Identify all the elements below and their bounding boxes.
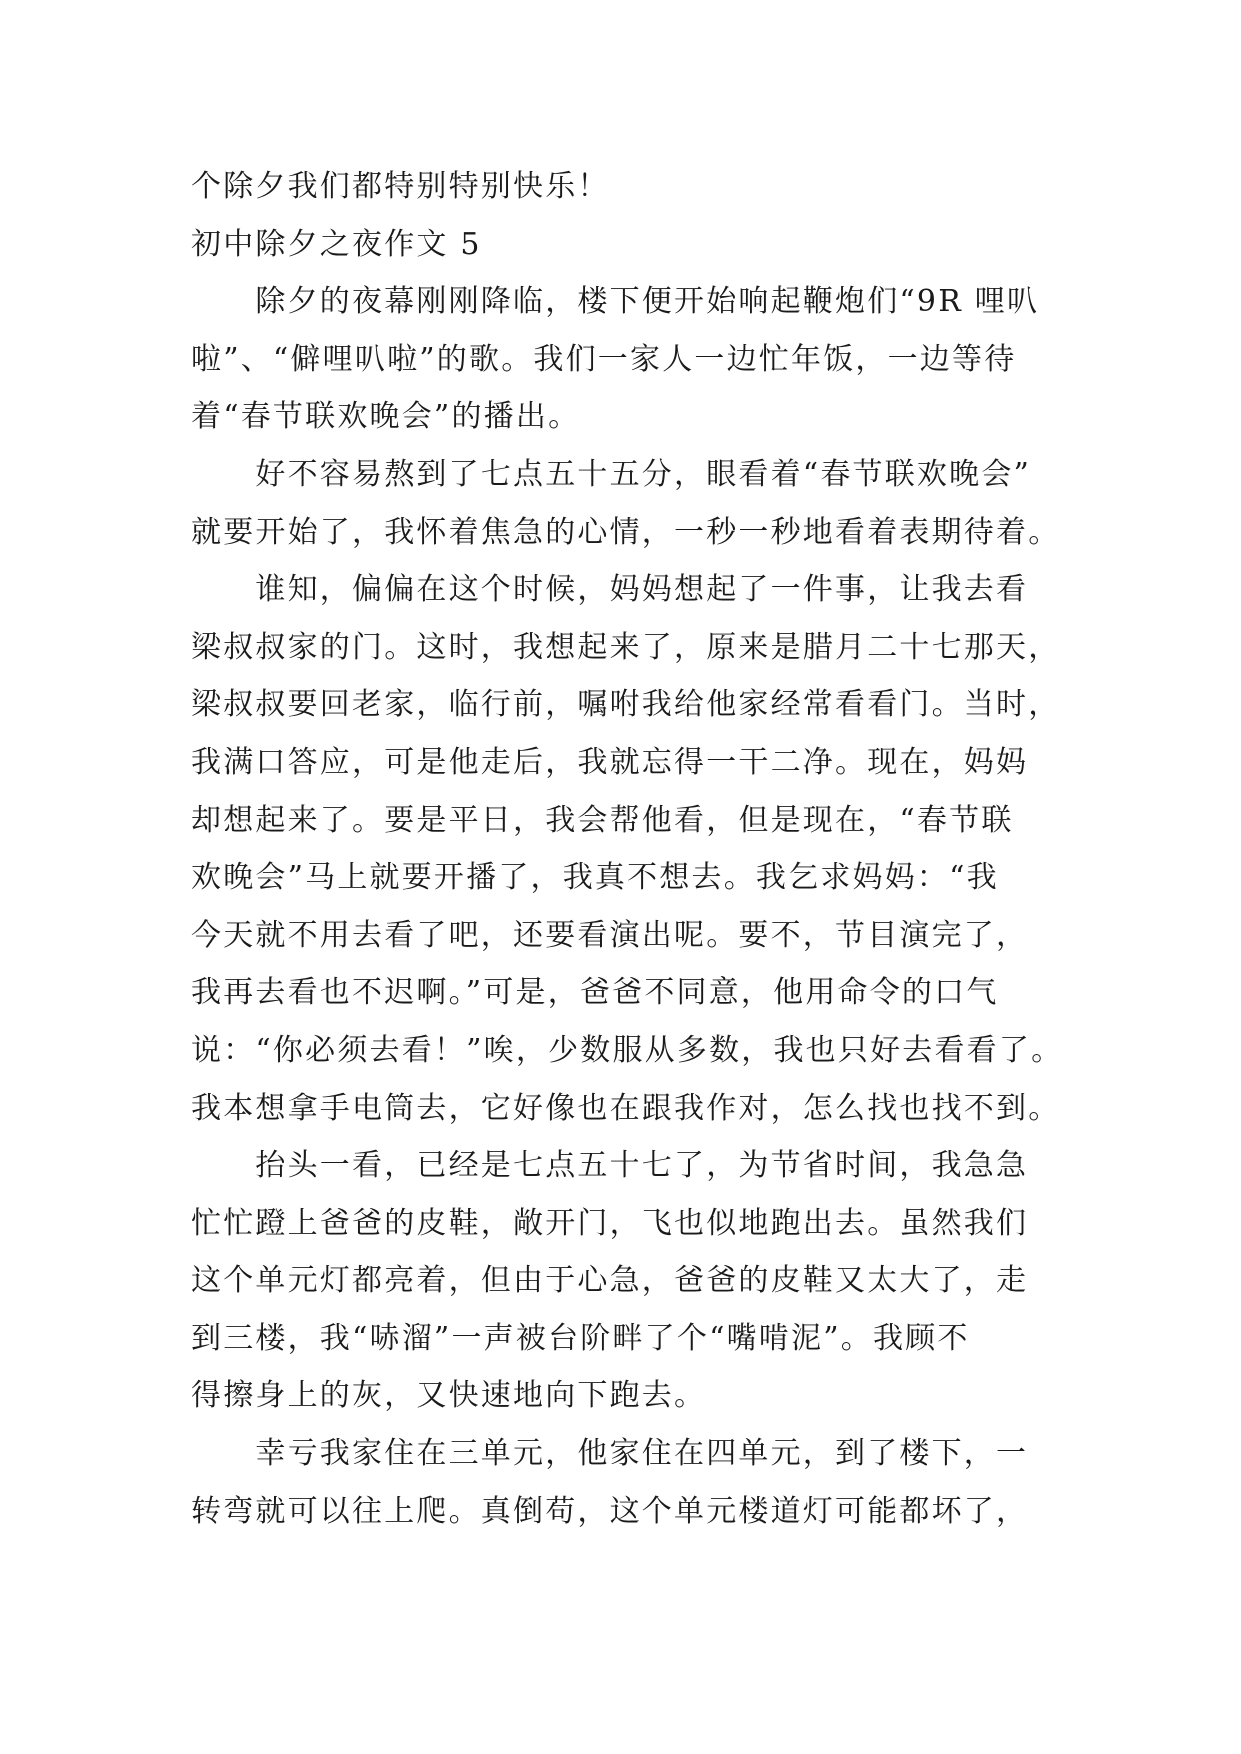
text-line: 好不容易熬到了七点五十五分，眼看着“春节联欢晚会” — [191, 456, 1032, 492]
text-line: 啦”、“僻哩叭啦”的歌。我们一家人一边忙年饭，一边等待 — [191, 341, 1017, 377]
text-line: 我再去看也不迟啊。”可是，爸爸不同意，他用命令的口气 — [191, 975, 999, 1011]
essay-text — [191, 158, 1064, 1540]
text-line: 这个单元灯都亮着，但由于心急，爸爸的皮鞋又太大了，走 — [191, 1263, 1029, 1299]
text-line: 欢晚会”马上就要开播了，我真不想去。我乞求妈妈：“我 — [191, 860, 999, 896]
text-line: 今天就不用去看了吧，还要看演出呢。要不，节目演完了， — [191, 917, 1029, 953]
text-line: 我满口答应，可是他走后，我就忘得一干二净。现在，妈妈 — [191, 744, 1029, 780]
text-line: 到三楼，我“哧溜”一声被台阶畔了个“嘴啃泥”。我顾不 — [191, 1320, 970, 1356]
text-line: 就要开始了，我怀着焦急的心情，一秒一秒地看着表期待着。 — [191, 514, 1061, 550]
text-line: 梁叔叔家的门。这时，我想起来了，原来是腊月二十七那天， — [191, 629, 1061, 665]
text-line: 忙忙蹬上爸爸的皮鞋，敞开门，飞也似地跑出去。虽然我们 — [191, 1205, 1029, 1241]
essay-title: 初中除夕之夜作文 5 — [191, 226, 482, 262]
text-line: 幸亏我家住在三单元，他家住在四单元，到了楼下，一 — [191, 1436, 1029, 1472]
text-line: 除夕的夜幕刚刚降临，楼下便开始响起鞭炮们“9R 哩叭 — [191, 284, 1040, 320]
text-line: 梁叔叔要回老家，临行前，嘱咐我给他家经常看看门。当时， — [191, 687, 1061, 723]
text-line: 转弯就可以往上爬。真倒苟，这个单元楼道灯可能都坏了， — [191, 1493, 1029, 1529]
text-line-closing-sentence: 个除夕我们都特别特别快乐！ — [191, 169, 610, 204]
text-line: 却想起来了。要是平日，我会帮他看，但是现在，“春节联 — [191, 802, 1014, 838]
text-line: 抬头一看，已经是七点五十七了，为节省时间，我急急 — [191, 1148, 1029, 1184]
text-line: 谁知，偏偏在这个时候，妈妈想起了一件事，让我去看 — [191, 572, 1029, 608]
text-line: 得擦身上的灰，又快速地向下跑去。 — [191, 1378, 707, 1414]
text-line: 着“春节联欢晚会”的播出。 — [191, 399, 581, 435]
text-line: 说：“你必须去看！”唉，少数服从多数，我也只好去看看了。 — [191, 1032, 1064, 1068]
text-line: 我本想拿手电筒去，它好像也在跟我作对，怎么找也找不到。 — [191, 1090, 1061, 1126]
